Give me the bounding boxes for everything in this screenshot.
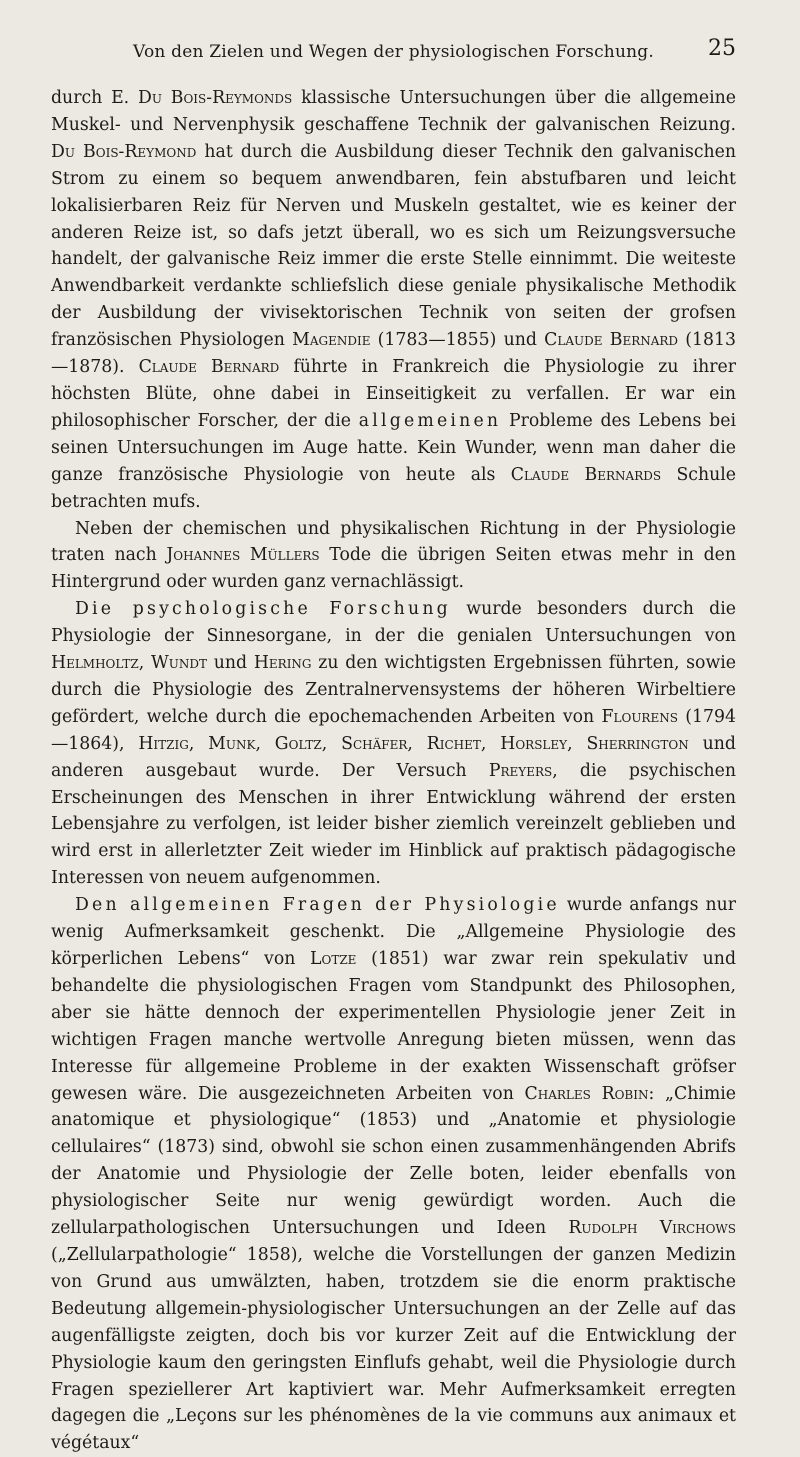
name-smallcaps: Sherrington [586, 733, 689, 754]
text-run: durch E. [51, 88, 138, 108]
text-run: klassische Untersuchungen über die allgemeine Muskel- und Nervenphysik geschaffene Technik der galvanischen Reizung. [51, 88, 736, 135]
name-smallcaps: Wundt [150, 653, 207, 674]
body-text [51, 85, 736, 1457]
text-run: , [255, 733, 275, 754]
text-run: Tode die übrigen Seiten etwas mehr in den Hintergrund oder wurden ganz vernachlässigt. [51, 545, 736, 593]
text-run: wurde besonders durch die Physiologie der Sinnesorgane, in der die genialen Untersuchungen von [51, 599, 736, 647]
text-run: (1813—1878). [51, 330, 737, 378]
name-smallcaps: Hitzig [138, 733, 189, 754]
text-run: Neben der chemischen und physikalischen Richtung in der Physiologie traten nach [51, 518, 736, 566]
paragraph [51, 85, 736, 516]
text-run: führte in Frankreich die Physiologie zu ihrer höchsten Blüte, ohne dabei in Einseitigkeit zu verfallen. Er war ein philosophischer Forscher, der die [51, 357, 736, 431]
name-smallcaps: Hering [253, 653, 312, 674]
text-run: und anderen ausgebaut wurde. Der Versuch [51, 733, 736, 781]
name-smallcaps: Helmholtz [51, 653, 139, 674]
text-run: , [188, 733, 209, 754]
name-smallcaps: Claude Bernard [138, 357, 280, 378]
page-number: 25 [708, 36, 736, 61]
text-run: (1851) war zwar rein spekulativ und behandelte die physiologischen Fragen vom Standpunkt des Philosophen, aber sie hätte dennoch der experimentellen Physiologie jener Zeit in wichtigen Fragen manche wertvolle Anregung bieten müssen, wenn das Interesse für allgemeine Probleme in der exakten Wissenschaft gröfser gewesen wäre. Die ausgezeichneten Arbeiten von [51, 949, 737, 1104]
emphasis-spaced: Die psychologische Forschung [75, 599, 451, 620]
text-run: , [407, 733, 427, 754]
text-run: , die psychischen Erscheinungen des Menschen in ihrer Entwicklung während der ersten Lebensjahre zu verfolgen, ist leider bisher ziemlich vereinzelt geblieben und wird erst in allerletzter Zeit wieder im Hinblick auf praktisch pädagogische Interessen von neuem aufgenommen. [51, 760, 736, 889]
name-smallcaps: Charles Robin [524, 1083, 649, 1104]
name-smallcaps: Magendie [292, 330, 371, 351]
name-smallcaps: Richet [426, 733, 481, 754]
text-run: zu den wichtigsten Ergebnissen führten, sowie durch die Physiologie des Zentralnervensystems der höheren Wirbeltiere gefördert, welche durch die epochemachenden Arbeiten von [51, 653, 737, 727]
running-title: Von den Zielen und Wegen der physiologischen Forschung. [133, 42, 654, 62]
name-smallcaps: Johannes Müllers [166, 545, 320, 566]
text-run: und [207, 653, 254, 674]
name-smallcaps: Rudolph Virchows [568, 1218, 736, 1239]
name-smallcaps: Horsley [500, 733, 568, 754]
name-smallcaps: Du Bois-Reymonds [137, 88, 293, 108]
text-run: Schule betrachten mufs. [51, 464, 736, 512]
name-smallcaps: Schäfer [341, 733, 408, 754]
name-smallcaps: Preyers [488, 760, 553, 781]
name-smallcaps: Flourens [601, 706, 678, 727]
text-run: Probleme des Lebens bei seinen Untersuchungen im Auge hatte. Kein Wunder, wenn man daher die ganze französische Physiologie von heute als [51, 410, 736, 485]
text-run: hat durch die Ausbildung dieser Technik den galvanischen Strom zu einem so bequem anwendbaren, fein abstufbaren und leicht lokalisierbaren Reiz für Nerven und Muskeln gestaltet, wie es keiner der anderen Reize ist, so dafs jetzt überall, wo es sich um Reizungsversuche handelt, der galvanische Reiz immer die erste Stelle einnimmt. Die weiteste Anwendbarkeit verdankte schliefslich diese geniale physikalische Methodik der Ausbildung der vivisektorischen Technik von seiten der grofsen französischen Physiologen [51, 141, 736, 351]
paragraph [51, 516, 736, 597]
name-smallcaps: Lotze [310, 949, 357, 969]
paragraph [51, 596, 736, 892]
name-smallcaps: Claude Bernard [544, 330, 679, 351]
text-run: wurde anfangs nur wenig Aufmerksamkeit geschenkt. Die „Allgemeine Physiologie des körperlichen Lebens“ von [51, 895, 736, 969]
text-run: („Zellularpathologie“ 1858), welche die Vorstellungen der ganzen Medizin von Grund aus umwälzten, haben, trotzdem sie die enorm praktische Bedeutung allgemein-physiologischer Untersuchungen an der Zelle auf das augenfälligste zeigten, doch bis vor kurzer Zeit auf die Entwicklung der Physiologie kaum den geringsten Einflufs gehabt, weil die Physiologie durch Fragen speziellerer Art kaptiviert war. Mehr Aufmerksamkeit erregten dagegen die „Leçons sur les phénomènes de la vie communs aux animaux et végétaux“ [51, 1244, 736, 1454]
text-run: , [138, 653, 151, 674]
text-run: (1794—1864), [51, 706, 737, 754]
text-run: , [321, 733, 342, 754]
text-run: : „Chimie anatomique et physiologique“ (1853) und „Anatomie et physiologie cellulaires“ (1873) sind, obwohl sie schon einen zusammenhängenden Abrifs der Anatomie und Physiologie der Zelle boten, leider ebenfalls von physiologischer Seite nur wenig gewürdigt worden. Auch die zellularpathologischen Untersuchungen und Ideen [51, 1083, 736, 1239]
text-run: (1783—1855) und [370, 330, 545, 351]
name-smallcaps: Goltz [274, 733, 322, 754]
emphasis-spaced: Den allgemeinen Fragen der Physiologie [75, 895, 560, 916]
text-run: , [480, 733, 501, 754]
name-smallcaps: Claude Bernards [510, 464, 662, 485]
emphasis-spaced: allgemeinen [358, 410, 502, 431]
paragraph [51, 892, 736, 1457]
text-run: , [567, 733, 587, 754]
running-head [51, 36, 736, 66]
name-smallcaps: Du Bois-Reymond [51, 141, 197, 162]
name-smallcaps: Munk [208, 733, 256, 754]
